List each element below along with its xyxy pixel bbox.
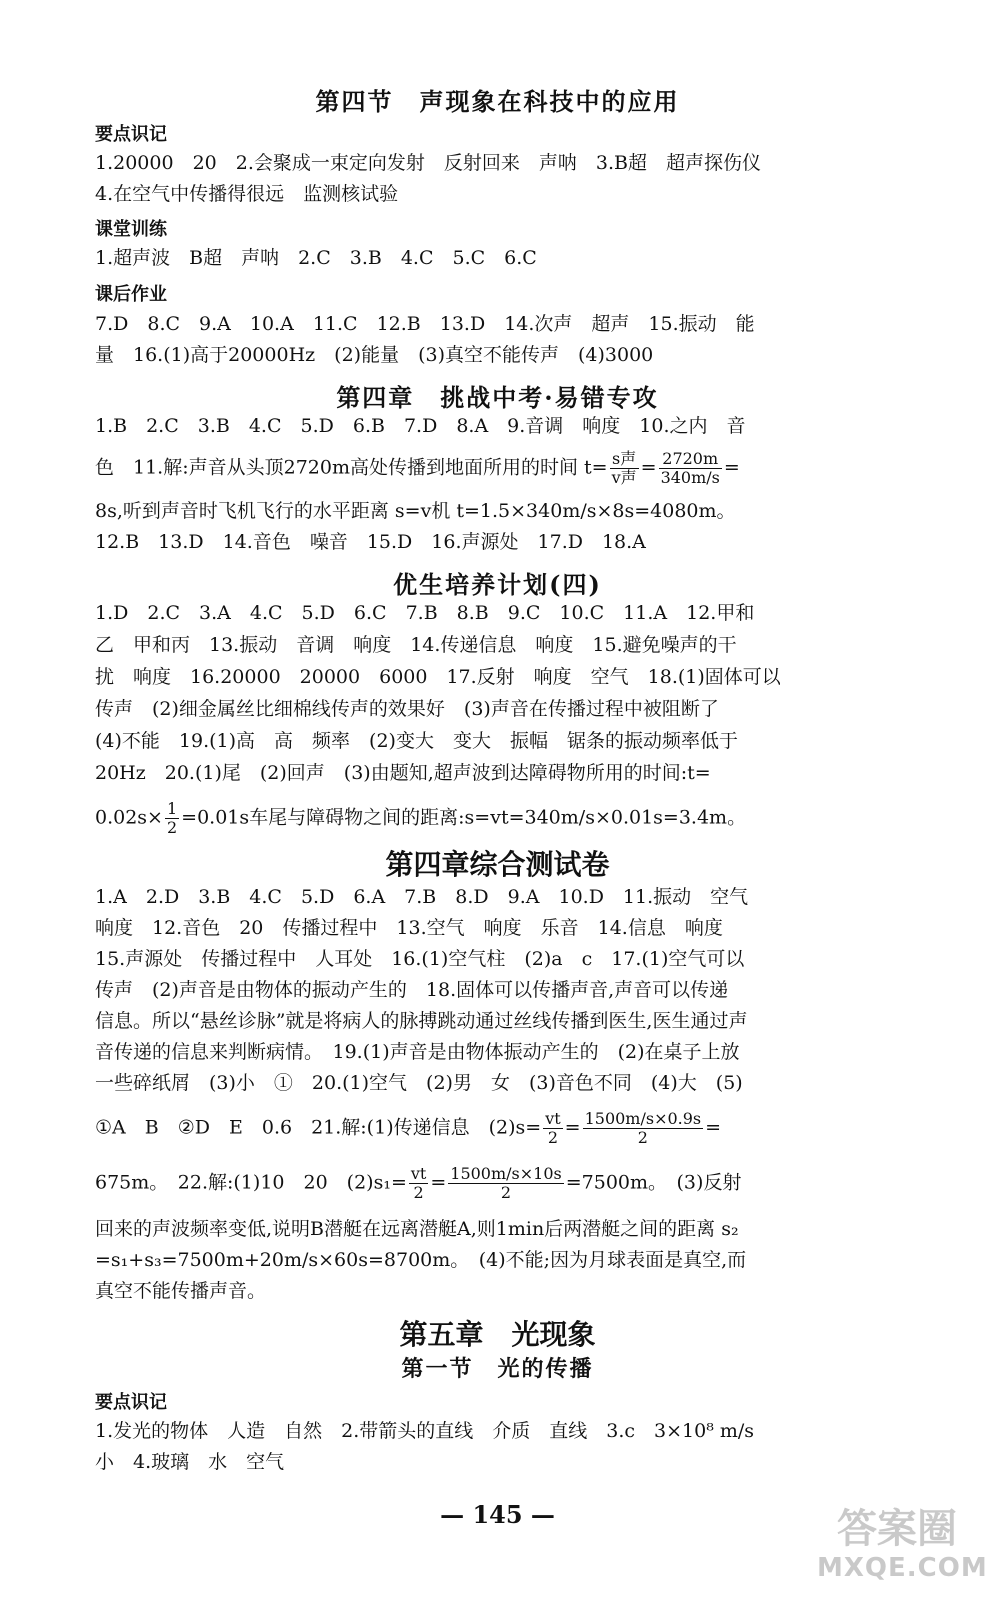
fraction — [583, 1110, 704, 1147]
chapter-title-5: 第五章 光现象 — [399, 1318, 596, 1351]
fraction-numerator: 1500m/s×0.9s — [584, 1109, 702, 1128]
label-key-points: 要点识记 — [95, 1392, 167, 1413]
section-title-challenge: 第四章 挑战中考·易错专攻 — [336, 383, 659, 412]
answer-line: 响度 12.音色 20 传播过程中 13.空气 响度 乐音 14.信息 响度 — [95, 917, 723, 939]
text: =7500m。 (3)反射 — [565, 1171, 742, 1194]
answer-line: 1.A 2.D 3.B 4.C 5.D 6.A 7.B 8.D 9.A 10.D 11.振动 空气 — [95, 886, 749, 908]
label-key-points: 要点识记 — [95, 124, 167, 145]
answer-line: 1.D 2.C 3.A 4.C 5.D 6.C 7.B 8.B 9.C 10.C 11.A 12.甲和 — [95, 602, 755, 624]
fraction-numerator: 1500m/s×10s — [450, 1164, 562, 1183]
answer-line-with-formula — [95, 449, 740, 487]
answer-line: 12.B 13.D 14.音色 噪音 15.D 16.声源处 17.D 18.A — [95, 531, 646, 553]
text: = — [430, 1171, 447, 1194]
fraction — [543, 1110, 562, 1147]
answer-line: 回来的声波频率变低,说明B潜艇在远离潜艇A,则1min后两潜艇之间的距离 s₂ — [95, 1218, 739, 1240]
answer-line: 传声 (2)细金属丝比细棉线传声的效果好 (3)声音在传播过程中被阻断了 — [95, 698, 719, 720]
fraction — [659, 450, 722, 487]
section-title-test-paper: 第四章综合测试卷 — [385, 848, 610, 881]
answer-line: 1.20000 20 2.会聚成一束定向发射 反射回来 声呐 3.B超 超声探伤仪 — [95, 152, 761, 174]
text: = — [640, 456, 657, 479]
label-class-training: 课堂训练 — [95, 219, 167, 240]
answer-line: 8s,听到声音时飞机飞行的水平距离 s=v机 t=1.5×340m/s×8s=4080m。 — [95, 500, 736, 522]
page-number: — 145 — — [440, 1500, 555, 1529]
fraction-numerator: vt — [410, 1164, 427, 1183]
answer-line: 1.发光的物体 人造 自然 2.带箭头的直线 介质 直线 3.c 3×10⁸ m/s — [95, 1420, 755, 1442]
text: = — [723, 456, 740, 479]
fraction — [610, 450, 639, 487]
section-title-5-1: 第一节 光的传播 — [401, 1356, 594, 1382]
text: 色 11.解:声音从头顶2720m高处传播到地面所用的时间 t= — [95, 456, 608, 479]
answer-line: 1.B 2.C 3.B 4.C 5.D 6.B 7.D 8.A 9.音调 响度 10.之内 音 — [95, 415, 746, 437]
answer-line: 15.声源处 传播过程中 人耳处 16.(1)空气柱 (2)a c 17.(1)空气可以 — [95, 948, 745, 970]
fraction-denominator: 2 — [166, 818, 178, 837]
text: 0.02s× — [95, 806, 163, 829]
fraction-denominator: 2 — [547, 1128, 559, 1147]
answer-line-with-formula — [95, 1164, 742, 1202]
answer-line: 1.超声波 B超 声呐 2.C 3.B 4.C 5.C 6.C — [95, 247, 537, 269]
answer-line: (4)不能 19.(1)高 高 频率 (2)变大 变大 振幅 锯条的振动频率低于 — [95, 730, 738, 752]
answer-line: 乙 甲和丙 13.振动 音调 响度 14.传递信息 响度 15.避免噪声的干 — [95, 634, 737, 656]
fraction-numerator: vt — [545, 1109, 561, 1128]
text: = — [564, 1116, 581, 1139]
watermark-logo — [817, 1505, 988, 1590]
label-homework: 课后作业 — [95, 284, 167, 305]
fraction — [448, 1165, 563, 1202]
fraction-denominator: v声 — [611, 468, 637, 487]
answer-line: 量 16.(1)高于20000Hz (2)能量 (3)真空不能传声 (4)3000 — [95, 344, 654, 366]
answer-line: 20Hz 20.(1)尾 (2)回声 (3)由题知,超声波到达障碍物所用的时间:t= — [95, 762, 711, 784]
text: ①A B ②D E 0.6 21.解:(1)传递信息 (2)s= — [95, 1116, 542, 1139]
fraction-denominator: 2 — [637, 1128, 648, 1147]
answer-line: 7.D 8.C 9.A 10.A 11.C 12.B 13.D 14.次声 超声 15.振动 能 — [95, 313, 755, 335]
answer-line-with-formula — [95, 799, 747, 837]
fraction-numerator: 2720m — [659, 450, 722, 469]
answer-line: 4.在空气中传播得很远 监测核试验 — [95, 183, 399, 205]
text: =0.01s车尾与障碍物之间的距离:s=vt=340m/s×0.01s=3.4m。 — [181, 806, 747, 829]
answer-line: =s₁+s₃=7500m+20m/s×60s=8700m。 (4)不能;因为月球表面是真空,而 — [95, 1249, 747, 1271]
watermark-bottom: MXQE.COM — [817, 1553, 988, 1583]
answer-line: 真空不能传播声音。 — [95, 1280, 267, 1302]
fraction-denominator: 2 — [500, 1183, 512, 1202]
fraction — [165, 800, 179, 837]
answer-line: 一些碎纸屑 (3)小 ① 20.(1)空气 (2)男 女 (3)音色不同 (4)大 (5) — [95, 1072, 743, 1094]
answer-line: 音传递的信息来判断病情。 19.(1)声音是由物体振动产生的 (2)在桌子上放 — [95, 1041, 740, 1063]
answer-line: 信息。所以“悬丝诊脉”就是将病人的脉搏跳动通过丝线传播到医生,医生通过声 — [95, 1010, 748, 1032]
answer-line: 扰 响度 16.20000 20000 6000 17.反射 响度 空气 18.(1)固体可以 — [95, 666, 781, 688]
fraction — [409, 1165, 428, 1202]
section-title-4-4: 第四节 声现象在科技中的应用 — [315, 87, 680, 116]
answer-line-with-formula — [95, 1110, 725, 1147]
text: 675m。 22.解:(1)10 20 (2)s₁= — [95, 1171, 407, 1194]
watermark-top: 答案圈 — [837, 1506, 957, 1552]
answer-line: 传声 (2)声音是由物体的振动产生的 18.固体可以传播声音,声音可以传递 — [95, 979, 729, 1001]
fraction-numerator: 1 — [166, 799, 178, 818]
text: = — [705, 1116, 722, 1139]
fraction-denominator: 340m/s — [660, 468, 720, 487]
fraction-numerator: s声 — [610, 450, 639, 469]
fraction-denominator: 2 — [413, 1183, 424, 1202]
answer-line: 小 4.玻璃 水 空气 — [95, 1451, 285, 1473]
section-title-excellent-plan: 优生培养计划(四) — [393, 570, 602, 599]
